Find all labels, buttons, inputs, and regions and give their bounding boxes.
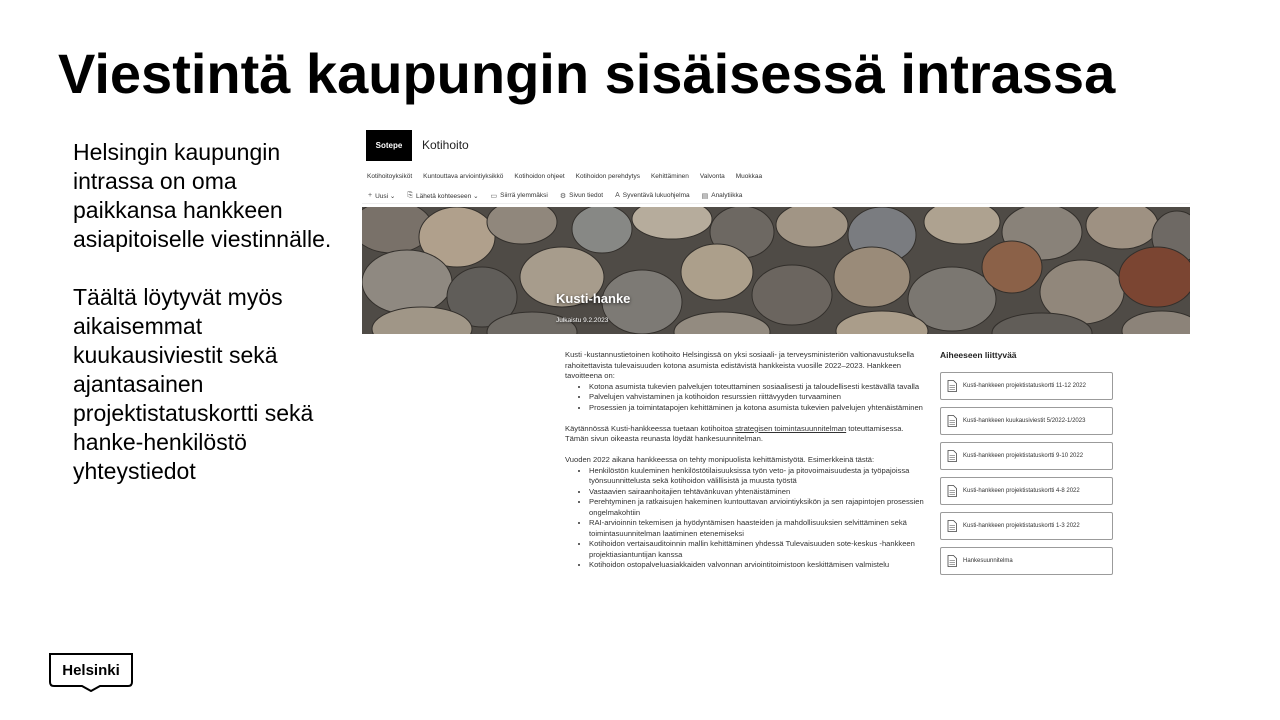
send-to-button[interactable] bbox=[407, 192, 478, 200]
list-item: • RAI-arvioinnin tekemisen ja hyödyntämisen haasteiden ja mahdollisuuksien selvittäminen sekä toimintasuunnitelman laatiminen etenemiseksi bbox=[589, 518, 925, 539]
immersive-reader-button[interactable] bbox=[615, 192, 690, 199]
list-item: • Palvelujen vahvistaminen ja kotihoidon resurssien riittävyyden turvaaminen bbox=[589, 392, 925, 403]
nav-item-kotihoidon-perehdytys[interactable]: Kotihoidon perehdytys bbox=[575, 172, 640, 180]
new-button-label: Uusi ⌄ bbox=[375, 192, 396, 200]
nav-item-valvonta[interactable]: Valvonta bbox=[699, 172, 725, 180]
practice-paragraph bbox=[565, 424, 925, 445]
site-header bbox=[362, 128, 1190, 164]
related-link-card[interactable] bbox=[940, 477, 1113, 505]
site-logo[interactable]: Sotepe bbox=[366, 130, 412, 161]
helsinki-logo bbox=[48, 652, 134, 692]
document-icon bbox=[947, 520, 957, 532]
intro-paragraph: Kusti -kustannustietoinen kotihoito Helsingissä on yksi sosiaali- ja terveysministeriön valtionavustuksella rahoitettavista tulevaisuuden kotona asumista edistävistä hankkeista vuosille 2022–2023. Hankkeen tavoitteena on: bbox=[565, 350, 915, 380]
promote-button[interactable] bbox=[491, 192, 548, 200]
document-icon bbox=[947, 415, 957, 427]
slide-title: Viestintä kaupungin sisäisessä intrassa bbox=[58, 42, 1116, 105]
related-link-label: Kusti-hankkeen kuukausiviestit 5/2022-1/2023 bbox=[963, 418, 1086, 424]
related-link-card[interactable] bbox=[940, 372, 1113, 400]
list-item: • Henkilöstön kuuleminen henkilöstötilaisuuksissa työn veto- ja pitovoimaisuudesta ja työpajoissa työnsuunnittelusta sekä kotihoidon välillisistä ja muusta työstä bbox=[589, 466, 925, 487]
related-link-label: Kusti-hankkeen projektistatuskortti 1-3 2022 bbox=[963, 523, 1080, 529]
command-bar bbox=[362, 188, 1190, 204]
immersive-reader-icon: A bbox=[615, 192, 620, 199]
related-link-card[interactable] bbox=[940, 512, 1113, 540]
page-details-button[interactable] bbox=[560, 192, 603, 200]
plus-icon: + bbox=[368, 192, 373, 199]
nav-edit-link[interactable]: Muokkaa bbox=[735, 172, 763, 180]
related-section-title: Aiheeseen liittyvää bbox=[940, 350, 1017, 360]
related-link-label: Hankesuunnitelma bbox=[963, 558, 1013, 564]
document-icon bbox=[947, 555, 957, 567]
year-intro-paragraph: Vuoden 2022 aikana hankkeessa on tehty monipuolista kehittämistyötä. Esimerkkeinä tästä: bbox=[565, 455, 875, 464]
document-icon bbox=[947, 380, 957, 392]
gear-icon: ⚙ bbox=[559, 192, 567, 200]
immersive-reader-button-label: Syventävä lukuohjelma bbox=[622, 192, 690, 199]
examples-list bbox=[565, 466, 925, 571]
related-link-label: Kusti-hankkeen projektistatuskortti 4-8 2022 bbox=[963, 488, 1080, 494]
send-icon: ⎘ bbox=[407, 191, 413, 199]
page-title: Kusti-hanke bbox=[556, 291, 631, 306]
analytics-button-label: Analytiikka bbox=[711, 192, 743, 199]
nav-item-kotihoitoyksikot[interactable]: Kotihoitoyksiköt bbox=[367, 172, 413, 180]
slide-paragraph-1: Helsingin kaupungin intrassa on oma paikkansa hankkeen asiapitoiselle viestinnälle. bbox=[73, 139, 332, 252]
hero-image-stones bbox=[362, 207, 1190, 334]
related-link-card[interactable] bbox=[940, 547, 1113, 575]
analytics-icon: ▤ bbox=[701, 192, 709, 200]
goals-list bbox=[565, 382, 925, 414]
publish-date: Julkaistu 9.2.2023 bbox=[556, 317, 609, 324]
slide-paragraph-2: Täältä löytyvät myös aikaisemmat kuukausiviestit sekä ajantasainen projektistatuskortti sekä hanke-henkilöstö yhteystiedot bbox=[73, 284, 314, 484]
helsinki-logo-text: Helsinki bbox=[62, 662, 120, 679]
practice-text-before: Käytännössä Kusti-hankkeessa tuetaan kotihoitoa bbox=[565, 423, 736, 433]
strategy-plan-link[interactable]: strategisen toimintasuunnitelman bbox=[735, 423, 847, 433]
promote-button-label: Siirrä ylemmäksi bbox=[500, 192, 548, 199]
sharepoint-screenshot bbox=[362, 128, 1190, 623]
related-link-card[interactable] bbox=[940, 407, 1113, 435]
page-content bbox=[565, 350, 925, 571]
related-link-label: Kusti-hankkeen projektistatuskortti 11-12 2022 bbox=[963, 383, 1086, 389]
hero-banner bbox=[362, 207, 1190, 334]
practice-text-after: toteuttamisessa. Tämän sivun oikeasta reunasta löydät hankesuunnitelman. bbox=[565, 423, 904, 443]
list-item: • Kotihoidon vertaisauditoinnin mallin kehittäminen yhdessä Tulevaisuuden sote-keskus -hankkeen projektiasiantuntijan kanssa bbox=[589, 539, 925, 560]
new-button[interactable] bbox=[368, 192, 395, 200]
page-details-button-label: Sivun tiedot bbox=[569, 192, 604, 199]
list-item: • Kotona asumista tukevien palvelujen toteuttaminen sosiaalisesti ja taloudellisesti kestävällä tavalla bbox=[589, 382, 925, 393]
list-item: • Vastaavien sairaanhoitajien tehtävänkuvan yhtenäistäminen bbox=[589, 487, 925, 498]
analytics-button[interactable] bbox=[702, 192, 743, 200]
list-item: • Prosessien ja toimintatapojen kehittäminen ja kotona asumista tukevien palvelujen yhtenäistäminen bbox=[589, 403, 925, 414]
nav-item-kuntouttava-arviointiyksikko[interactable]: Kuntouttava arviointiyksikkö bbox=[423, 172, 504, 180]
nav-item-kotihoidon-ohjeet[interactable]: Kotihoidon ohjeet bbox=[514, 172, 565, 180]
document-icon bbox=[947, 450, 957, 462]
related-link-label: Kusti-hankkeen projektistatuskortti 9-10 2022 bbox=[963, 453, 1084, 459]
site-name[interactable]: Kotihoito bbox=[422, 138, 469, 152]
document-icon bbox=[947, 485, 957, 497]
related-link-card[interactable] bbox=[940, 442, 1113, 470]
slide-body-text bbox=[73, 138, 343, 486]
send-to-button-label: Lähetä kohteeseen ⌄ bbox=[415, 192, 479, 200]
nav-item-kehittaminen[interactable]: Kehittäminen bbox=[650, 172, 689, 180]
site-navigation bbox=[362, 168, 1190, 184]
list-item: • Perehtyminen ja ratkaisujen hakeminen kuntouttavan arviointiyksikön ja sen rajapintojen prosessien ongelmakohtiin bbox=[589, 497, 925, 518]
list-item: • Kotihoidon ostopalveluasiakkaiden valvonnan arviointitoimistoon keskittämisen valmistelu bbox=[589, 560, 925, 571]
promote-icon: ▭ bbox=[490, 192, 498, 200]
